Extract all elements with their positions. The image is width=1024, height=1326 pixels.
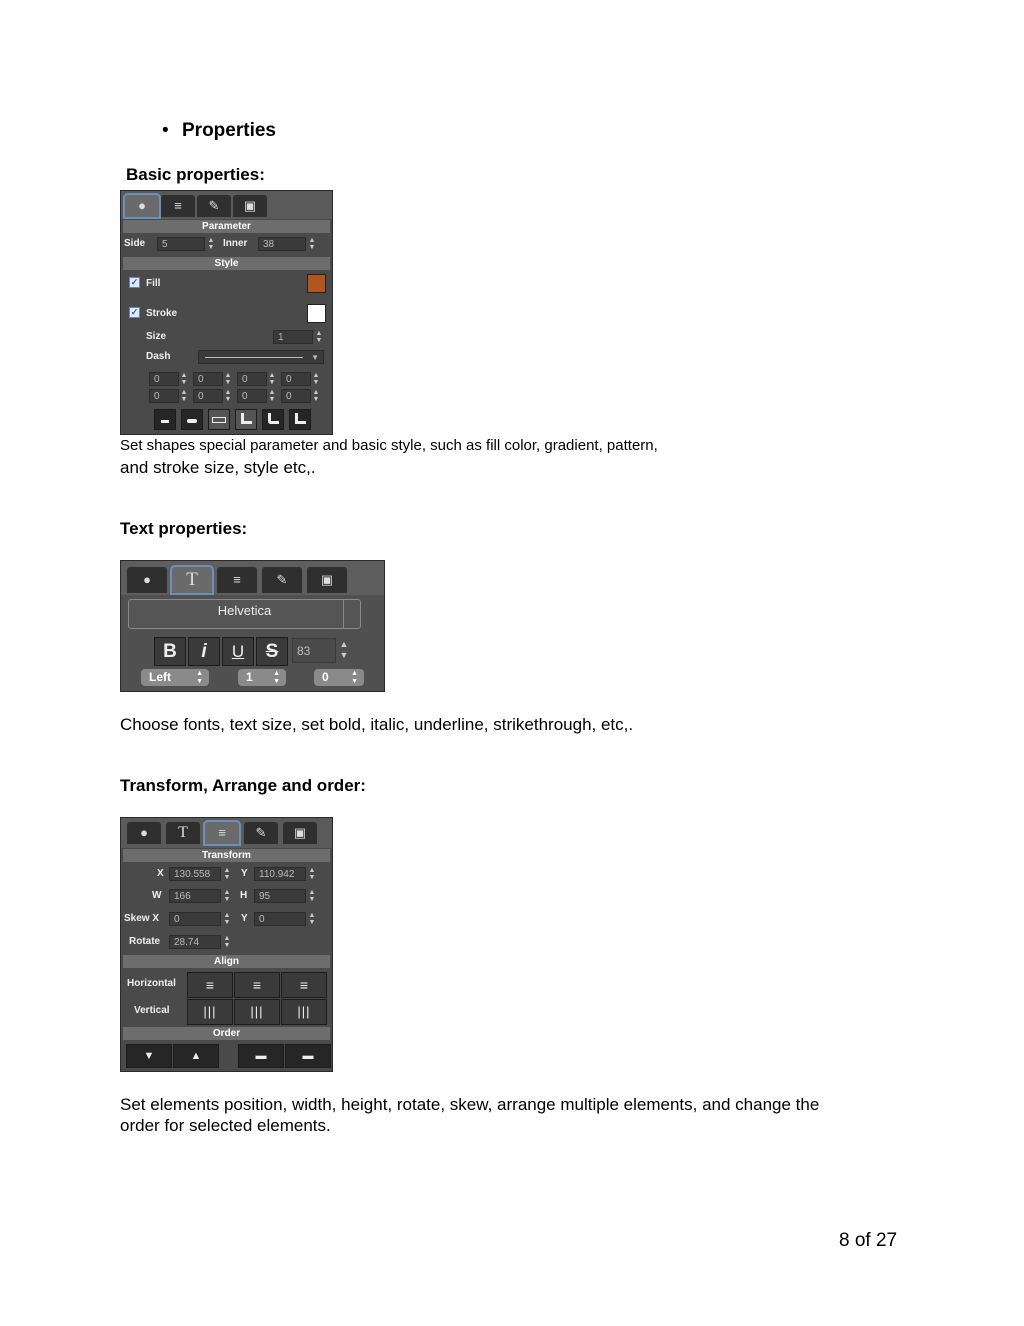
- bring-forward-button[interactable]: [285, 1044, 331, 1068]
- dash-stepper[interactable]: ▲ ▼: [312, 372, 320, 386]
- section-align: Align: [123, 955, 330, 968]
- join-bevel-icon: [295, 413, 306, 424]
- h-stepper[interactable]: ▲ ▼: [308, 889, 316, 903]
- bullet: •: [162, 120, 169, 141]
- tab-layers[interactable]: [205, 822, 239, 844]
- dash-value[interactable]: 0: [237, 372, 267, 386]
- bring-forward-icon: ▬: [302, 1050, 314, 1062]
- section-transform: Transform: [123, 849, 330, 862]
- skew-y-field[interactable]: 0: [254, 912, 306, 926]
- document-icon: ▣: [243, 198, 257, 213]
- inner-stepper[interactable]: ▲ ▼: [308, 237, 316, 251]
- cap-butt-icon: [161, 420, 169, 423]
- stroke-color-swatch[interactable]: [307, 304, 326, 323]
- w-label: W: [152, 890, 162, 901]
- size-label: Size: [146, 331, 167, 342]
- x-label: X: [157, 868, 164, 879]
- align-left-icon: ≡: [205, 977, 215, 993]
- dash-value[interactable]: 0: [149, 389, 179, 403]
- document-icon: ▣: [320, 572, 334, 587]
- tab-document[interactable]: [283, 822, 317, 844]
- bold-button[interactable]: B: [154, 637, 186, 666]
- tab-brush[interactable]: [262, 567, 302, 593]
- alignment-value: Left: [149, 670, 171, 684]
- section-parameter: Parameter: [123, 220, 330, 233]
- skew-x-field[interactable]: 0: [169, 912, 221, 926]
- dash-stepper[interactable]: ▲ ▼: [312, 389, 320, 403]
- dash-select[interactable]: [198, 350, 324, 364]
- dash-label: Dash: [146, 351, 171, 362]
- line-spacing-value: 1: [246, 670, 253, 684]
- y-label: Y: [241, 868, 248, 879]
- dash-value[interactable]: 0: [237, 389, 267, 403]
- skew-x-stepper[interactable]: ▲ ▼: [223, 912, 231, 926]
- dash-stepper[interactable]: ▲ ▼: [268, 372, 276, 386]
- cap-square-button[interactable]: [208, 409, 230, 430]
- shape-icon: ●: [140, 825, 148, 840]
- brush-icon: ✎: [208, 198, 220, 213]
- h-field[interactable]: 95: [254, 889, 306, 903]
- char-spacing-value: 0: [322, 670, 329, 684]
- send-backward-icon: ▬: [255, 1050, 267, 1062]
- bring-to-front-button[interactable]: [173, 1044, 219, 1068]
- horizontal-label: Horizontal: [127, 978, 176, 989]
- basic-properties-panel: [120, 190, 333, 435]
- font-size-stepper[interactable]: ▲ ▼: [339, 639, 349, 660]
- tab-document[interactable]: [307, 567, 347, 593]
- align-middle-button[interactable]: [234, 999, 280, 1025]
- text-caption: Choose fonts, text size, set bold, italic, underline, strikethrough, etc,.: [120, 715, 634, 734]
- font-name: Helvetica: [217, 603, 272, 618]
- dash-stepper[interactable]: ▲ ▼: [224, 372, 232, 386]
- chevron-down-icon: ▼: [311, 353, 319, 362]
- section-order: Order: [123, 1027, 330, 1040]
- send-to-back-icon: ▼: [143, 1050, 155, 1062]
- tab-shape[interactable]: [127, 567, 167, 593]
- join-round-icon: [268, 413, 279, 424]
- tab-layers[interactable]: [161, 195, 195, 217]
- align-top-icon: |||: [203, 1004, 217, 1019]
- h-label: H: [240, 890, 248, 901]
- stroke-label: Stroke: [146, 308, 178, 319]
- tab-shape[interactable]: [127, 822, 161, 844]
- align-bottom-icon: |||: [297, 1004, 311, 1019]
- send-to-back-button[interactable]: [126, 1044, 172, 1068]
- line-spacing-select[interactable]: [238, 669, 286, 686]
- text-icon: T: [178, 824, 188, 841]
- text-properties-title: Text properties:: [120, 519, 248, 538]
- underline-button[interactable]: U: [222, 637, 254, 666]
- transform-title: Transform, Arrange and order:: [120, 776, 366, 795]
- font-select-divider: [343, 600, 344, 628]
- y-stepper[interactable]: ▲ ▼: [308, 867, 316, 881]
- tab-text[interactable]: [166, 822, 200, 844]
- strikethrough-button[interactable]: S: [256, 637, 288, 666]
- dash-value[interactable]: 0: [193, 372, 223, 386]
- dash-stepper[interactable]: ▲ ▼: [180, 372, 188, 386]
- dash-stepper[interactable]: ▲ ▼: [268, 389, 276, 403]
- skew-x-label: Skew X: [124, 913, 160, 924]
- text-properties-panel: [120, 560, 385, 692]
- inner-label: Inner: [223, 238, 248, 249]
- alignment-select[interactable]: [141, 669, 209, 686]
- join-round-button[interactable]: [262, 409, 284, 430]
- align-center-button[interactable]: [234, 972, 280, 998]
- side-field[interactable]: 5: [157, 237, 205, 251]
- stroke-checkbox[interactable]: ✓: [130, 307, 139, 317]
- basic-caption-line2: and stroke size, style etc,.: [120, 458, 316, 477]
- dash-line-preview: [205, 357, 303, 358]
- side-stepper[interactable]: ▲ ▼: [207, 237, 215, 251]
- rotate-label: Rotate: [129, 936, 161, 947]
- align-center-icon: ≡: [252, 977, 262, 993]
- layers-icon: ≡: [218, 825, 226, 840]
- basic-properties-title: Basic properties:: [126, 165, 265, 184]
- brush-icon: ✎: [255, 825, 267, 840]
- panel-tabbar: [121, 818, 332, 848]
- align-top-button[interactable]: [187, 999, 233, 1025]
- shape-icon: ●: [143, 572, 151, 587]
- layers-icon: ≡: [233, 572, 241, 587]
- cap-round-button[interactable]: [181, 409, 203, 430]
- join-miter-button[interactable]: [235, 409, 257, 430]
- transform-caption-line1: Set elements position, width, height, rotate, skew, arrange multiple elements, and change the: [120, 1095, 820, 1114]
- w-stepper[interactable]: ▲ ▼: [223, 889, 231, 903]
- fill-checkbox[interactable]: ✓: [130, 277, 139, 287]
- align-right-icon: ≡: [299, 977, 309, 993]
- dash-value[interactable]: 0: [193, 389, 223, 403]
- skew-y-stepper[interactable]: ▲ ▼: [308, 912, 316, 926]
- align-middle-icon: |||: [250, 1004, 264, 1019]
- tab-shape[interactable]: [125, 195, 159, 217]
- document-icon: ▣: [293, 825, 307, 840]
- tab-layers[interactable]: [217, 567, 257, 593]
- bring-to-front-icon: ▲: [190, 1050, 202, 1062]
- dash-value[interactable]: 0: [149, 372, 179, 386]
- tab-document[interactable]: [233, 195, 267, 217]
- section-style: Style: [123, 257, 330, 270]
- font-select[interactable]: [128, 599, 361, 629]
- basic-caption-line1: Set shapes special parameter and basic style, such as fill color, gradient, pattern,: [120, 437, 658, 454]
- panel-tabbar: [121, 561, 384, 595]
- tab-brush[interactable]: [244, 822, 278, 844]
- x-field[interactable]: 130.558: [169, 867, 221, 881]
- dash-stepper[interactable]: ▲ ▼: [224, 389, 232, 403]
- italic-button[interactable]: i: [188, 637, 220, 666]
- dash-value[interactable]: 0: [281, 389, 311, 403]
- text-icon: T: [186, 569, 198, 590]
- panel-tabbar: [121, 191, 332, 219]
- tab-brush[interactable]: [197, 195, 231, 217]
- align-right-button[interactable]: [281, 972, 327, 998]
- size-field[interactable]: 1: [273, 330, 313, 344]
- skew-y-label: Y: [241, 913, 248, 924]
- page-heading: [162, 120, 276, 142]
- send-backward-button[interactable]: [238, 1044, 284, 1068]
- fill-label: Fill: [146, 278, 161, 289]
- heading-text: Properties: [182, 120, 276, 141]
- join-bevel-button[interactable]: [289, 409, 311, 430]
- rotate-stepper[interactable]: ▲ ▼: [223, 935, 231, 949]
- align-bottom-button[interactable]: [281, 999, 327, 1025]
- dash-stepper[interactable]: ▲ ▼: [180, 389, 188, 403]
- vertical-label: Vertical: [134, 1005, 170, 1016]
- layers-icon: ≡: [174, 198, 182, 213]
- rotate-field[interactable]: 28.74: [169, 935, 221, 949]
- page-number: 8 of 27: [839, 1230, 898, 1251]
- stepper-icon: ▲ ▼: [196, 670, 203, 685]
- font-size-field[interactable]: 83: [292, 638, 336, 663]
- char-spacing-select[interactable]: [314, 669, 364, 686]
- stepper-icon: ▲ ▼: [273, 670, 280, 685]
- x-stepper[interactable]: ▲ ▼: [223, 867, 231, 881]
- dash-value[interactable]: 0: [281, 372, 311, 386]
- stepper-icon: ▲ ▼: [351, 670, 358, 685]
- transform-caption-line2: order for selected elements.: [120, 1116, 331, 1135]
- y-field[interactable]: 110.942: [254, 867, 306, 881]
- cap-square-icon: [212, 417, 226, 423]
- w-field[interactable]: 166: [169, 889, 221, 903]
- cap-round-icon: [187, 419, 197, 423]
- brush-icon: ✎: [276, 572, 288, 587]
- align-left-button[interactable]: [187, 972, 233, 998]
- size-stepper[interactable]: ▲ ▼: [315, 330, 323, 344]
- transform-panel: [120, 817, 333, 1072]
- join-miter-icon: [241, 413, 252, 424]
- shape-icon: ●: [138, 198, 146, 213]
- tab-text[interactable]: [172, 567, 212, 593]
- inner-field[interactable]: 38: [258, 237, 306, 251]
- side-label: Side: [124, 238, 146, 249]
- cap-butt-button[interactable]: [154, 409, 176, 430]
- fill-color-swatch[interactable]: [307, 274, 326, 293]
